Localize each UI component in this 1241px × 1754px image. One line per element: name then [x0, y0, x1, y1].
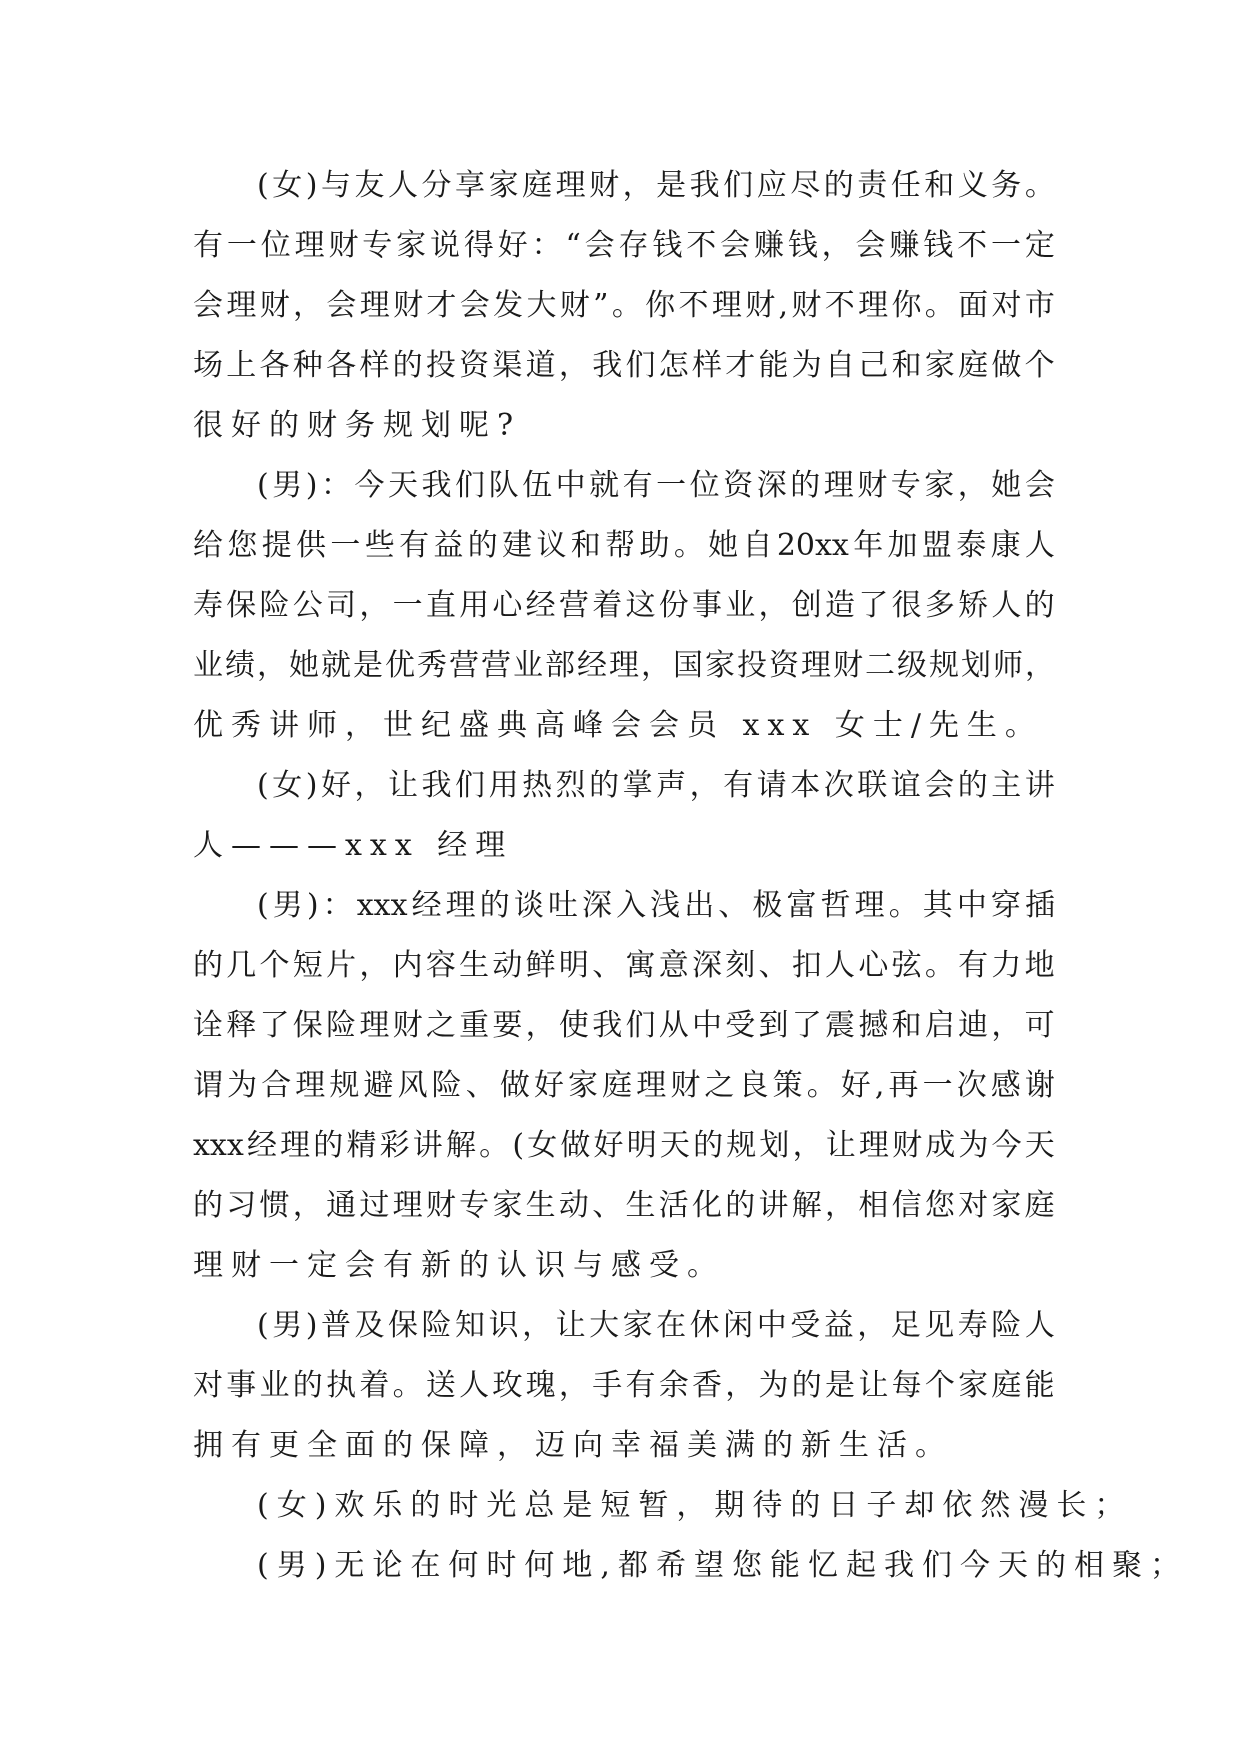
paragraph — [193, 876, 1055, 1296]
paragraph-line: 拥有更全面的保障，迈向幸福美满的新生活。 — [193, 1428, 953, 1463]
paragraph — [193, 1536, 1188, 1596]
paragraph-line: 对 事 业 的 执 着 。 送 人 玫 瑰 ， 手 有 余 香 ， 为 的 是 让 每 个 家 庭 能 — [193, 1368, 1055, 1403]
paragraph-line: (男)无论在何时何地,都希望您能忆起我们今天的相聚； — [257, 1548, 1188, 1583]
paragraph-line: 会 理 财 ， 会 理 财 才 会 发 大 财 ” 。 你 不 理 财 , 财 不 理 你 。 面 对 市 — [193, 288, 1055, 323]
paragraph-line: 优秀讲师，世纪盛典高峰会会员 xxx 女士/先生。 — [193, 708, 1043, 743]
paragraph-line: 诠 释 了 保 险 理 财 之 重 要 ， 使 我 们 从 中 受 到 了 震 撼 和 启 迪 ， 可 — [193, 1008, 1055, 1043]
paragraph-line: 的 习 惯 ， 通 过 理 财 专 家 生 动 、 生 活 化 的 讲 解 ， 相 信 您 对 家 庭 — [193, 1188, 1055, 1223]
paragraph-line: ( 女 ) 好 ， 让 我 们 用 热 烈 的 掌 声 ， 有 请 本 次 联 谊 会 的 主 讲 — [257, 768, 1055, 803]
paragraph-line: 给 您 提 供 一 些 有 益 的 建 议 和 帮 助 。 她 自 20xx 年 加 盟 泰 康 人 — [193, 528, 1055, 563]
paragraph-line: 很好的财务规划呢? — [193, 408, 522, 443]
paragraph-line: 理财一定会有新的认识与感受。 — [193, 1248, 725, 1283]
paragraph-line: 谓 为 合 理 规 避 风 险 、 做 好 家 庭 理 财 之 良 策 。 好 , 再 一 次 感 谢 — [193, 1068, 1055, 1103]
paragraph-line: ( 男 ) ： xxx 经 理 的 谈 吐 深 入 浅 出 、 极 富 哲 理 。 其 中 穿 插 — [257, 888, 1055, 923]
paragraph-line: 业 绩 ， 她 就 是 优 秀 营 营 业 部 经 理 ， 国 家 投 资 理 财 二 级 规 划 师 ， — [193, 648, 1055, 683]
paragraph-line: 寿 保 险 公 司 ， 一 直 用 心 经 营 着 这 份 事 业 ， 创 造 了 很 多 矫 人 的 — [193, 588, 1055, 623]
paragraph — [193, 1296, 1055, 1476]
paragraph-line: 的 几 个 短 片 ， 内 容 生 动 鲜 明 、 寓 意 深 刻 、 扣 人 心 弦 。 有 力 地 — [193, 948, 1055, 983]
paragraph-line: 有 一 位 理 财 专 家 说 得 好 ： “ 会 存 钱 不 会 赚 钱 ， 会 赚 钱 不 一 定 — [193, 228, 1055, 263]
paragraph-line: xxx 经 理 的 精 彩 讲 解 。 ( 女 做 好 明 天 的 规 划 ， 让 理 财 成 为 今 天 — [193, 1128, 1055, 1163]
paragraph — [193, 756, 1055, 876]
document-body — [193, 156, 1188, 1596]
paragraph — [193, 156, 1055, 456]
paragraph-line: ( 女 ) 与 友 人 分 享 家 庭 理 财 ， 是 我 们 应 尽 的 责 任 和 义 务 。 — [257, 168, 1055, 203]
paragraph — [193, 1476, 1133, 1536]
paragraph — [193, 456, 1055, 756]
paragraph-line: 人———xxx 经理 — [193, 828, 514, 863]
paragraph-line: ( 男 ) 普 及 保 险 知 识 ， 让 大 家 在 休 闲 中 受 益 ， 足 见 寿 险 人 — [257, 1308, 1055, 1343]
paragraph-line: (女)欢乐的时光总是短暂，期待的日子却依然漫长； — [257, 1488, 1133, 1523]
paragraph-line: 场 上 各 种 各 样 的 投 资 渠 道 ， 我 们 怎 样 才 能 为 自 己 和 家 庭 做 个 — [193, 348, 1055, 383]
paragraph-line: ( 男 ) ： 今 天 我 们 队 伍 中 就 有 一 位 资 深 的 理 财 专 家 ， 她 会 — [257, 468, 1055, 503]
